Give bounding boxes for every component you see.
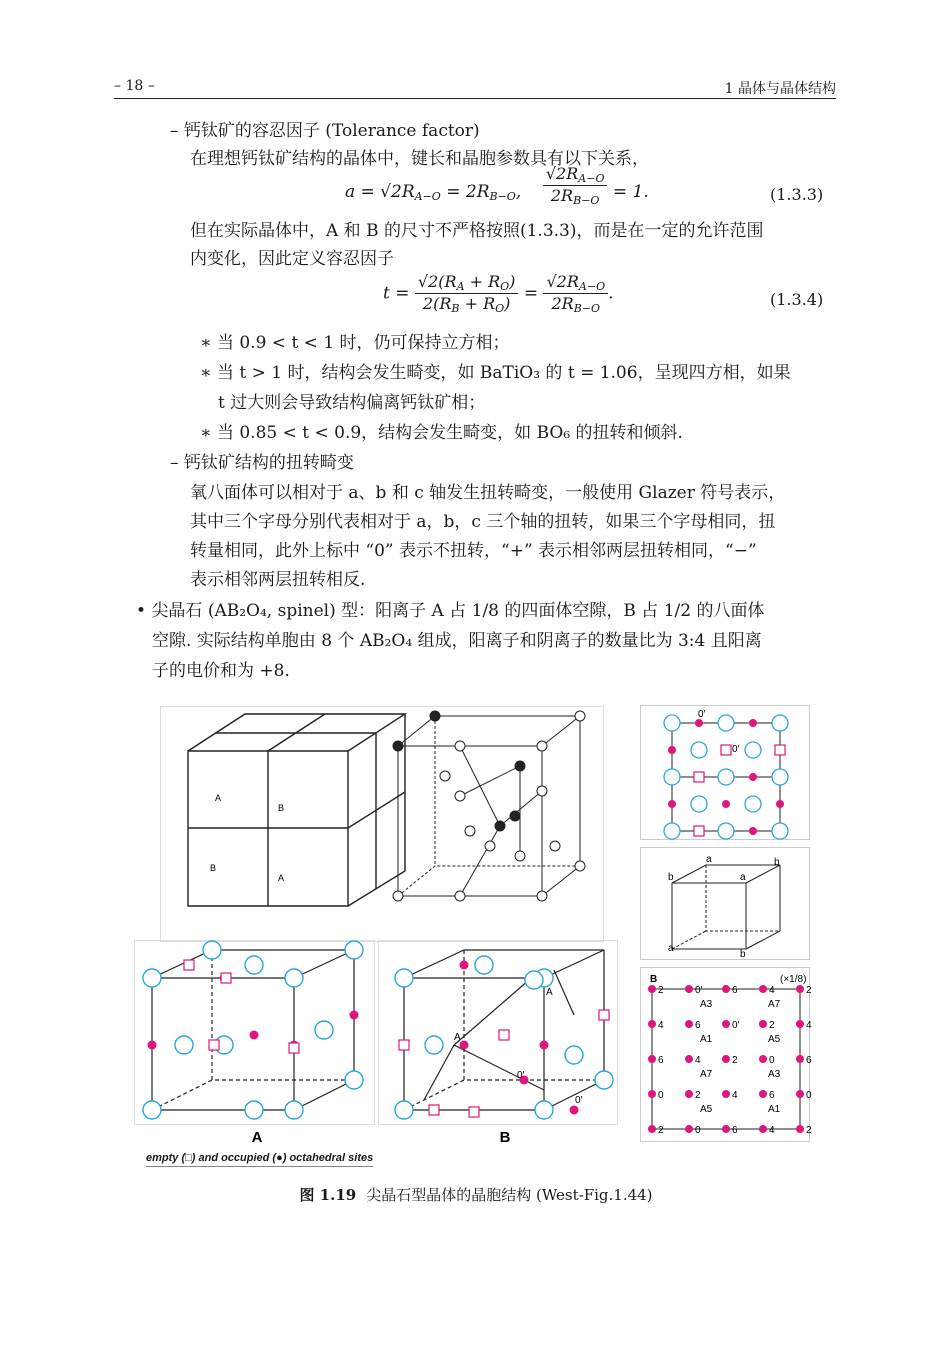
- cation-site: [685, 1055, 693, 1063]
- occupied-site: [722, 800, 730, 808]
- empty-site: [694, 826, 704, 836]
- octahedral-sites-figure: [134, 940, 618, 1150]
- svg-text:B: B: [650, 974, 658, 985]
- height-label: 0′: [732, 1020, 740, 1031]
- label-B: B: [499, 1129, 511, 1146]
- height-label: 2: [658, 1125, 664, 1136]
- occupied-octahedral-site: [460, 1041, 469, 1050]
- site-label: A3: [700, 999, 713, 1010]
- svg-text:B: B: [210, 863, 217, 873]
- equation-1-3-4: t = $\frac{√2(R_A + R_O)}{2(R_B + R_O)}$ = $\frac{√2R_{A-O}}{2R_{B-O}}$ .: [383, 272, 614, 315]
- atom-ball: [440, 771, 450, 781]
- empty-octahedral-site: [184, 960, 194, 970]
- bullet-item: ∗ 当 0.9 < t < 1 时，仍可保持立方相；: [200, 333, 510, 353]
- paragraph-line: 在理想钙钛矿结构的晶体中，键长和晶胞参数具有以下关系，: [190, 149, 649, 169]
- height-label: 4: [695, 1055, 701, 1066]
- svg-text:(×1/8): (×1/8): [780, 974, 807, 985]
- cation-site: [759, 1020, 767, 1028]
- site-label: A5: [700, 1104, 713, 1115]
- svg-text:0′: 0′: [698, 709, 706, 720]
- svg-text:a: a: [668, 943, 674, 954]
- occupied-octahedral-site: [148, 1041, 157, 1050]
- height-label: 0: [658, 1090, 664, 1101]
- atom-ball: [455, 791, 465, 801]
- running-header: [114, 76, 836, 99]
- paragraph-line: 其中三个字母分别代表相对于 a，b，c 三个轴的扭转，如果三个字母相同，扭: [190, 512, 776, 532]
- figure-legend: empty (□) and occupied (●) octahedral sites: [146, 1150, 373, 1167]
- height-label: 6: [732, 1125, 738, 1136]
- empty-anion-site: [565, 1046, 583, 1064]
- height-label: 4: [769, 985, 775, 996]
- empty-anion-site: [285, 969, 303, 987]
- height-label: 4: [658, 1020, 664, 1031]
- site-label: A7: [700, 1069, 713, 1080]
- atom-ball: [537, 786, 547, 796]
- atom-ball: [537, 891, 547, 901]
- cation-site: [685, 985, 693, 993]
- empty-octahedral-site: [221, 973, 231, 983]
- occupied-site: [749, 773, 757, 781]
- empty-anion-site: [475, 956, 493, 974]
- paragraph-line: 转量相同，此外上标中 “0” 表示不扭转，“+” 表示相邻两层扭转相同，“−”: [190, 541, 757, 561]
- height-label: 6: [658, 1055, 664, 1066]
- empty-octahedral-site: [209, 1040, 219, 1050]
- anion-site: [664, 823, 680, 839]
- height-label: 2: [806, 1125, 812, 1136]
- paragraph-line: 但在实际晶体中，A 和 B 的尺寸不严格按照(1.3.3)，而是在一定的允许范围: [190, 221, 764, 241]
- paragraph-line: 子的电价和为 +8.: [152, 661, 290, 681]
- cation-site: [722, 1125, 730, 1133]
- svg-text:b: b: [740, 949, 746, 960]
- anion-site: [718, 823, 734, 839]
- height-label: 4: [769, 1125, 775, 1136]
- equation-number: (1.3.4): [770, 290, 824, 309]
- occupied-site: [749, 719, 757, 727]
- occupied-site: [749, 827, 757, 835]
- svg-text:0′: 0′: [517, 1070, 525, 1081]
- height-label: 2: [695, 1090, 701, 1101]
- height-label: 2: [806, 985, 812, 996]
- cation-site: [648, 1090, 656, 1098]
- occupied-site: [668, 746, 676, 754]
- anion-site: [718, 715, 734, 731]
- occupied-site: [668, 800, 676, 808]
- subsection-tolerance: – 钙钛矿的容忍因子 (Tolerance factor): [170, 121, 480, 141]
- anion-site: [718, 769, 734, 785]
- anion-site: [772, 823, 788, 839]
- figure-caption: 图 1.19 尖晶石型晶体的晶胞结构 (West-Fig.1.44): [299, 1186, 653, 1204]
- ball-and-stick-lattice: [398, 716, 580, 896]
- occupied-octahedral-site: [460, 961, 469, 970]
- svg-text:b: b: [668, 872, 674, 883]
- height-label: 0′: [695, 985, 703, 996]
- cation-site: [648, 1055, 656, 1063]
- empty-site: [721, 745, 731, 755]
- paragraph-line: 内变化，因此定义容忍因子: [190, 249, 394, 269]
- svg-text:0′: 0′: [732, 744, 740, 755]
- atom-ball: [510, 811, 520, 821]
- atom-ball: [393, 891, 403, 901]
- atom-ball: [537, 741, 547, 751]
- svg-text:A: A: [278, 873, 285, 883]
- height-label: 0: [769, 1055, 775, 1066]
- cation-site: [796, 985, 804, 993]
- site-label: A1: [768, 1104, 781, 1115]
- cation-site: [722, 1020, 730, 1028]
- equation-number: (1.3.3): [770, 185, 824, 204]
- empty-octahedral-site: [469, 1107, 479, 1117]
- svg-text:B: B: [278, 803, 285, 813]
- empty-anion-site: [175, 1036, 193, 1054]
- paragraph-line: 氧八面体可以相对于 a、b 和 c 轴发生扭转畸变，一般使用 Glazer 符号表示，: [190, 483, 786, 503]
- svg-text:A: A: [215, 793, 222, 803]
- cation-site: [648, 1020, 656, 1028]
- atom-ball: [550, 841, 560, 851]
- cation-site: [796, 1055, 804, 1063]
- cation-site: [796, 1125, 804, 1133]
- atom-ball: [455, 891, 465, 901]
- cation-site: [685, 1020, 693, 1028]
- occupied-octahedral-site: [250, 1031, 259, 1040]
- cation-site: [685, 1125, 693, 1133]
- empty-octahedral-site: [599, 1010, 609, 1020]
- empty-anion-site: [315, 1021, 333, 1039]
- anion-site: [772, 715, 788, 731]
- height-label: 2: [732, 1055, 738, 1066]
- svg-text:a: a: [706, 854, 712, 865]
- atom-ball: [485, 841, 495, 851]
- empty-anion-site: [345, 1071, 363, 1089]
- bullet-item: ∗ 当 t > 1 时，结构会发生畸变，如 BaTiO₃ 的 t = 1.06，呈现四方相，如果: [200, 363, 791, 383]
- empty-anion-site: [143, 1101, 161, 1119]
- atom-ball: [515, 851, 525, 861]
- bullet-item: ∗ 当 0.85 < t < 0.9，结构会发生畸变，如 BO₆ 的扭转和倾斜.: [200, 423, 683, 443]
- height-label: 6: [732, 985, 738, 996]
- height-label: 2: [658, 985, 664, 996]
- occupied-octahedral-site: [570, 1106, 579, 1115]
- atom-ball: [515, 761, 525, 771]
- anion-site: [664, 769, 680, 785]
- site-label: A3: [768, 1069, 781, 1080]
- empty-anion-site: [395, 1101, 413, 1119]
- cation-site: [722, 1090, 730, 1098]
- svg-text:A: A: [546, 987, 553, 998]
- atom-ball: [393, 741, 403, 751]
- empty-anion-site: [525, 971, 543, 989]
- empty-site: [694, 772, 704, 782]
- occupied-site: [776, 800, 784, 808]
- height-label: 4: [806, 1020, 812, 1031]
- height-label: 6: [806, 1055, 812, 1066]
- empty-anion-site: [595, 1071, 613, 1089]
- cation-site: [796, 1020, 804, 1028]
- anion-site: [664, 715, 680, 731]
- svg-text:a: a: [740, 872, 746, 883]
- height-label: 6: [695, 1020, 701, 1031]
- empty-anion-site: [143, 969, 161, 987]
- height-label: 2: [769, 1020, 775, 1031]
- cation-site: [759, 1090, 767, 1098]
- spinel-bullet: • 尖晶石 (AB₂O₄, spinel) 型：阳离子 A 占 1/8 的四面体空隙，B 占 1/2 的八面体: [136, 601, 765, 621]
- paragraph-line: 空隙. 实际结构单胞由 8 个 AB₂O₄ 组成，阳离子和阴离子的数量比为 3:4 且阳离: [152, 631, 762, 651]
- site-label: A5: [768, 1034, 781, 1045]
- chapter-title: 1 晶体与晶体结构: [724, 81, 836, 97]
- cation-site: [648, 1125, 656, 1133]
- atom-ball: [575, 861, 585, 871]
- cation-site: [648, 985, 656, 993]
- anion-site: [772, 769, 788, 785]
- empty-anion-site: [345, 941, 363, 959]
- spinel-unit-cell-figure: [160, 706, 604, 942]
- empty-octahedral-site: [399, 1040, 409, 1050]
- atom-ball: [575, 711, 585, 721]
- cation-site: [759, 1125, 767, 1133]
- anion-site: [691, 796, 707, 812]
- cation-site: [685, 1090, 693, 1098]
- cation-site: [759, 1055, 767, 1063]
- anion-site: [745, 796, 761, 812]
- cation-site: [759, 985, 767, 993]
- svg-text:0′: 0′: [575, 1095, 583, 1106]
- occupied-site: [695, 719, 703, 727]
- svg-text:b: b: [774, 857, 780, 868]
- site-label: A1: [700, 1034, 713, 1045]
- height-label: 4: [732, 1090, 738, 1101]
- atom-ball: [455, 741, 465, 751]
- atom-ball: [495, 821, 505, 831]
- height-label: 0: [695, 1125, 701, 1136]
- subsection-distortion: – 钙钛矿结构的扭转畸变: [170, 453, 354, 473]
- empty-octahedral-site: [429, 1105, 439, 1115]
- cation-site: [722, 1055, 730, 1063]
- anion-site: [745, 742, 761, 758]
- cation-site: [722, 985, 730, 993]
- atom-ball: [465, 826, 475, 836]
- occupied-octahedral-site: [350, 1011, 359, 1020]
- equation-1-3-3: $a = √2R_{A-O} = 2R_{B-O}$, $\frac{√2R_{A-O}}{2R_{B-O}}$ = 1.: [345, 164, 649, 207]
- height-label: 6: [769, 1090, 775, 1101]
- empty-anion-site: [245, 956, 263, 974]
- occupied-octahedral-site: [540, 1041, 549, 1050]
- empty-anion-site: [395, 969, 413, 987]
- height-label: 0: [806, 1090, 812, 1101]
- paragraph-line: 表示相邻两层扭转相反.: [190, 570, 366, 590]
- page-number: – 18 –: [114, 78, 155, 94]
- empty-anion-site: [285, 1101, 303, 1119]
- empty-anion-site: [535, 1101, 553, 1119]
- empty-anion-site: [203, 941, 221, 959]
- empty-octahedral-site: [499, 1030, 509, 1040]
- site-label: A7: [768, 999, 781, 1010]
- atom-ball: [430, 711, 440, 721]
- empty-site: [775, 745, 785, 755]
- label-A: A: [251, 1129, 263, 1146]
- right-panels-figure: [640, 705, 812, 1145]
- cation-site: [796, 1090, 804, 1098]
- anion-site: [691, 742, 707, 758]
- svg-text:A: A: [454, 1032, 461, 1043]
- empty-octahedral-site: [289, 1043, 299, 1053]
- bullet-item-cont: t 过大则会导致结构偏离钙钛矿相；: [218, 393, 486, 413]
- empty-anion-site: [425, 1036, 443, 1054]
- empty-anion-site: [245, 1101, 263, 1119]
- octant-cube-diagram: [188, 714, 405, 906]
